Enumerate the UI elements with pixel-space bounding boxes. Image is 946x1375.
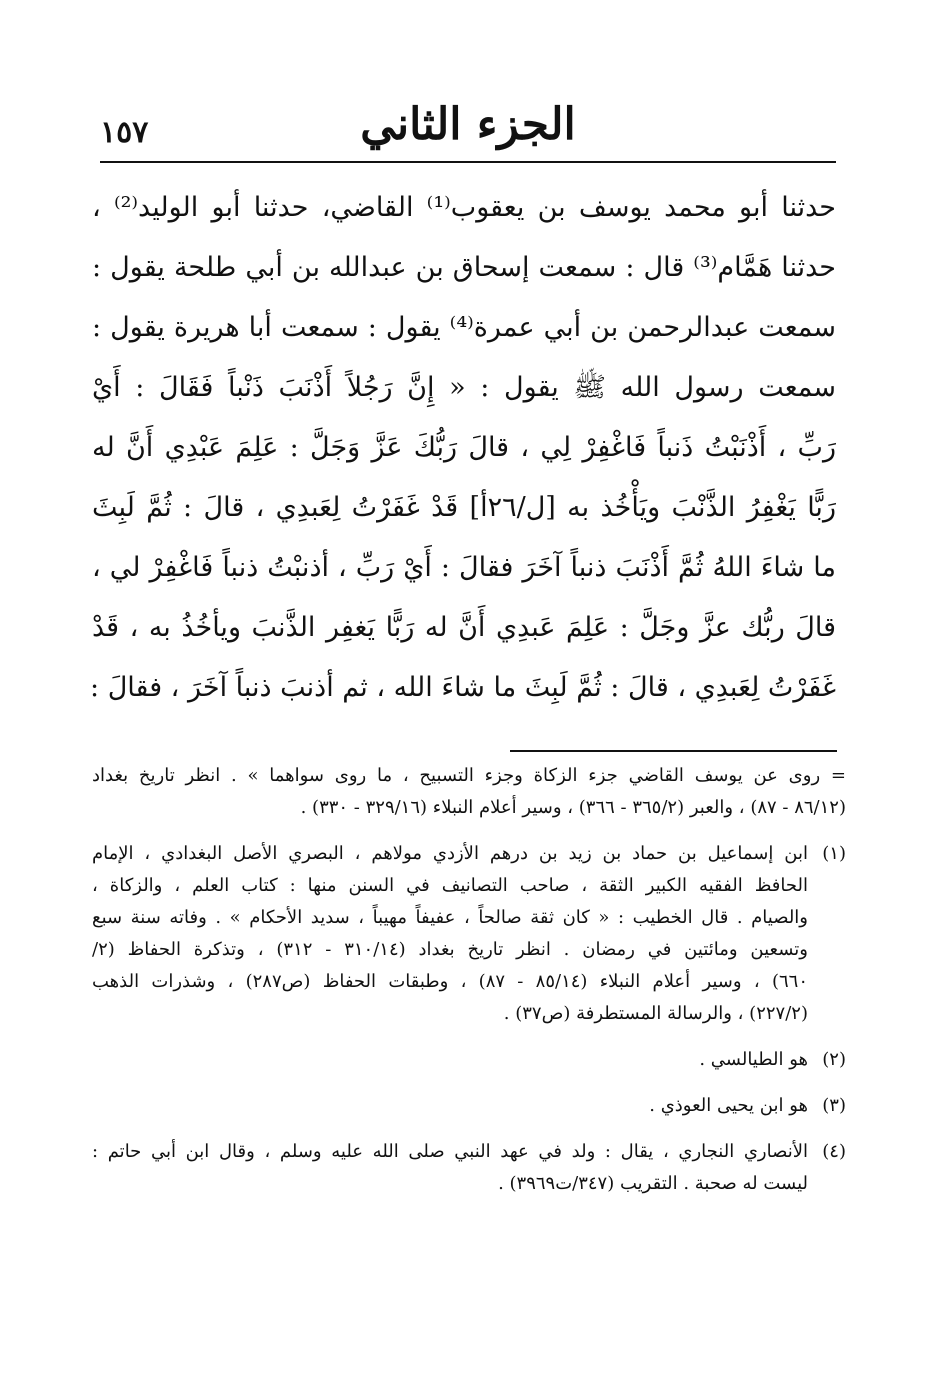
footnote-separator	[510, 750, 837, 752]
header-rule	[100, 161, 836, 163]
footnote-marker: (١)	[822, 843, 846, 864]
footnote-continuation-line: (٨٦/١٢ - ٨٧) ، والعبر (٣٦٥/٢ - ٣٦٦) ، وسير أعلام النبلاء (٣٢٩/١٦ - ٣٣٠) .	[300, 797, 846, 818]
footnote-2-line	[92, 1044, 846, 1076]
footnotes	[92, 760, 846, 1200]
footnote-1-line	[92, 838, 846, 870]
text-line: سمعت رسول الله ﷺ يقول : « إِنَّ رَجُلاً أَذْنَبَ ذَنْباً فَقَالَ : أَيْ	[92, 372, 836, 403]
text-line: حدثنا أبو محمد يوسف بن يعقوب⁽¹⁾ القاضي، حدثنا أبو الوليد⁽²⁾ ،	[92, 192, 836, 223]
footnote-1-line: (٢٢٧/٢) ، والرسالة المستطرفة (ص٣٧) .	[503, 1003, 808, 1024]
footnote-continuation-line: = روى عن يوسف القاضي جزء الزكاة وجزء التسبيح ، ما روى سواهما » . انظر تاريخ بغداد	[92, 765, 846, 786]
footnote-1-line: ٦٦٠) ، وسير أعلام النبلاء (٨٥/١٤ - ٨٧) ، وطبقات الحفاظ (ص٢٨٧) ، وشذرات الذهب	[92, 971, 808, 992]
text-line: قالَ ربُّك عزَّ وجَلَّ : عَلِمَ عَبدِي أَنَّ له رَبًّا يَغفِر الذَّنبَ ويأخُذُ به ، قَدْ	[92, 612, 836, 643]
footnote-1-line: وتسعين ومائتين في رمضان . انظر تاريخ بغداد (٣١٠/١٤ - ٣١٢) ، وتذكرة الحفاظ (٢/	[92, 939, 808, 960]
footnote-1-line: والصيام . قال الخطيب : « كان ثقة صالحاً ، عفيفاً مهيباً ، سديد الأحكام » . وفاته سنة سبع	[92, 907, 808, 928]
footnote-text: هو الطيالسي .	[699, 1049, 808, 1070]
footnote-4-line	[92, 1136, 846, 1168]
footnote-4-line: ليست له صحبة . التقريب (٣٤٧/ت٣٩٦٩) .	[498, 1173, 808, 1194]
text-line: غَفَرْتُ لِعَبدِي ، قالَ : ثُمَّ لَبِثَ ما شاءَ الله ، ثم أذنبَ ذنباً آخَرَ ، فقالَ :	[90, 672, 836, 703]
text-line: سمعت عبدالرحمن بن أبي عمرة⁽⁴⁾ يقول : سمعت أبا هريرة يقول :	[92, 312, 836, 343]
footnote-marker: (٢)	[822, 1049, 846, 1070]
page-header	[100, 95, 836, 165]
page-number: ١٥٧	[100, 115, 149, 150]
footnote-marker: (٣)	[822, 1095, 846, 1116]
footnote-text: الأنصاري النجاري ، يقال : ولد في عهد النبي صلى الله عليه وسلم ، وقال ابن أبي حاتم :	[92, 1141, 808, 1162]
text-line: ما شاءَ اللهُ ثُمَّ أَذْنَبَ ذنباً آخَرَ فقالَ : أَيْ رَبِّ ، أذنبْتُ ذنباً فَاغْفِرْ لي ،	[92, 552, 836, 583]
running-title: الجزء الثاني	[360, 99, 576, 150]
footnote-text: ابن إسماعيل بن حماد بن زيد بن درهم الأزدي مولاهم ، البصري الأصل البغدادي ، الإمام	[92, 843, 808, 864]
main-text	[92, 178, 836, 718]
footnote-1-line: الحافظ الفقيه الكبير الثقة ، صاحب التصانيف في السنن منها : كتاب العلم ، والزكاة ،	[92, 875, 808, 896]
text-line: رَبًّا يَغْفِرُ الذَّنْبَ ويَأْخُذ به [ل/٢٦أ] قَدْ غَفَرْتُ لِعَبدِي ، قالَ : ثُمَّ لَبِثَ	[92, 492, 836, 523]
text-line: حدثنا هَمَّام⁽³⁾ قال : سمعت إسحاق بن عبدالله بن أبي طلحة يقول :	[92, 252, 836, 283]
text-line: رَبِّ ، أَذْنَبْتُ ذَنباً فَاغْفِرْ لِي ، قالَ رَبُّكَ عَزَّ وَجَلَّ : عَلِمَ عَبْدِي أَنَّ له	[92, 432, 836, 463]
footnote-marker: (٤)	[822, 1141, 846, 1162]
footnote-text: هو ابن يحيى العوذي .	[649, 1095, 808, 1116]
footnote-3-line	[92, 1090, 846, 1122]
